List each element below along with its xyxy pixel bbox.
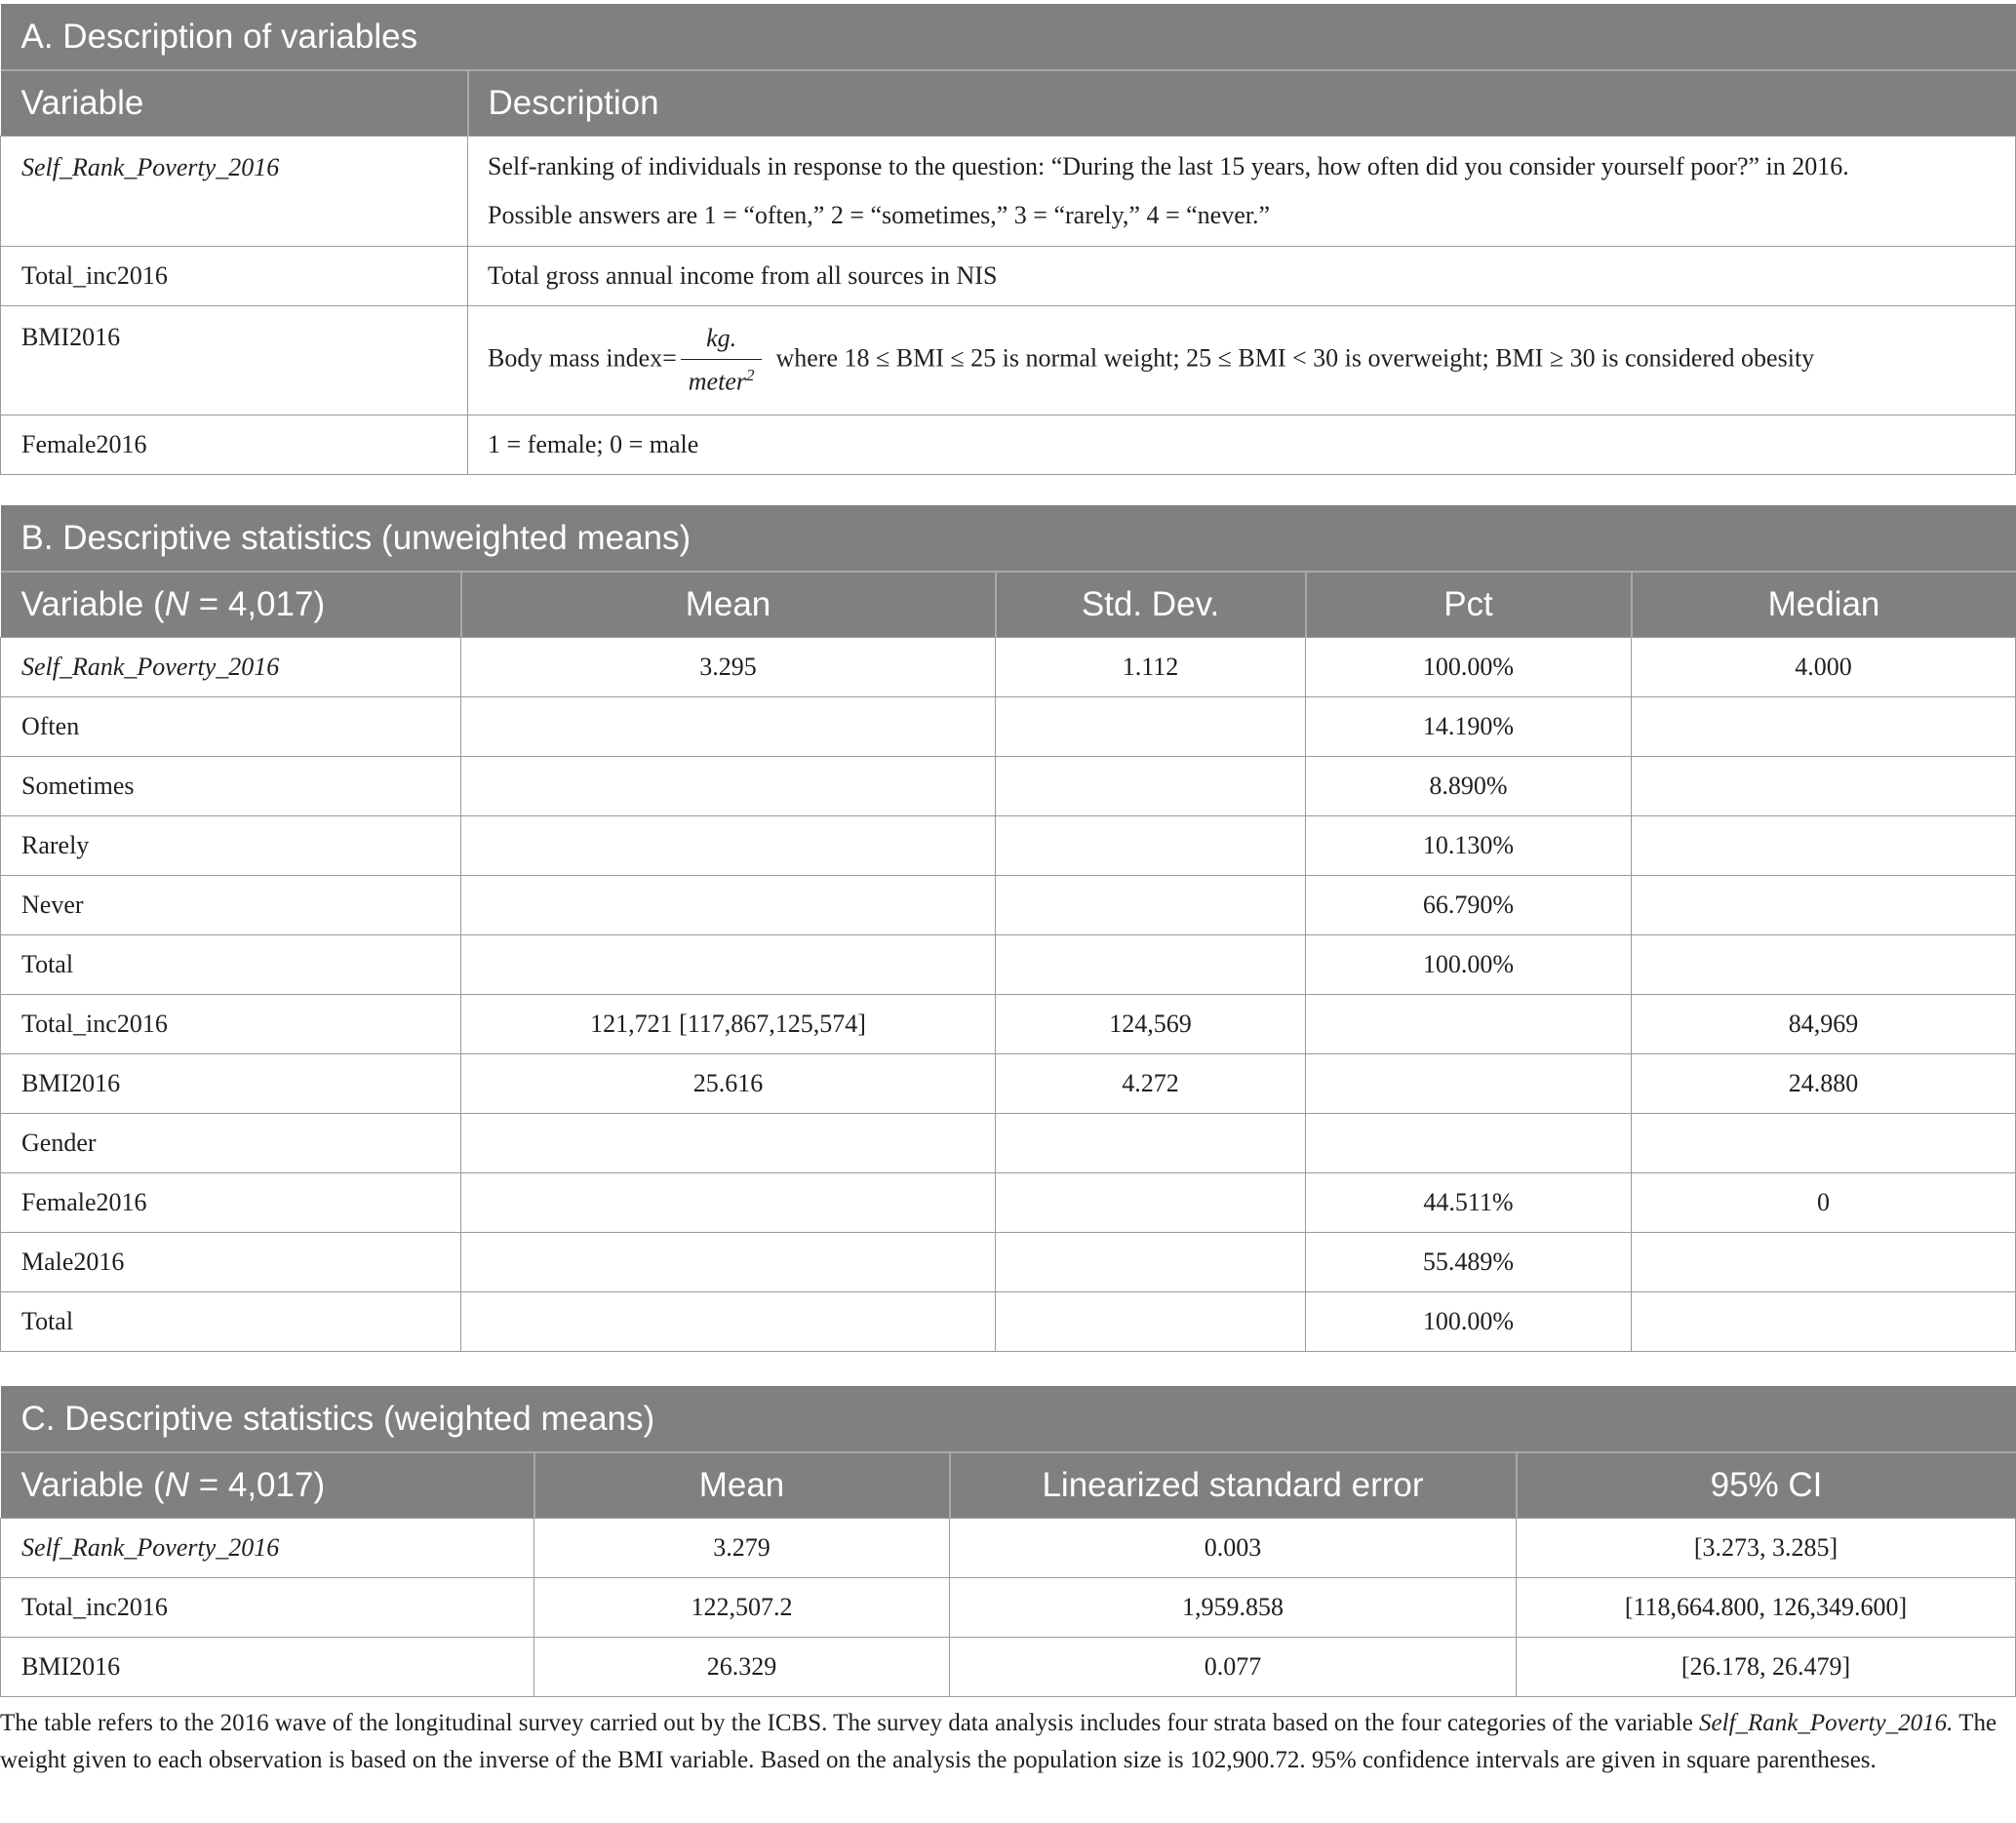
variable-description: 1 = female; 0 = male (468, 416, 2016, 475)
header-variable: Variable (1, 70, 468, 137)
cell-median (1632, 876, 2016, 935)
table-row (1, 247, 2016, 306)
cell-sd (996, 1173, 1306, 1233)
cell-median (1632, 816, 2016, 876)
variable-name: Self_Rank_Poverty_2016 (1, 137, 468, 247)
cell-pct (1306, 995, 1632, 1054)
cell-mean: 3.279 (534, 1519, 950, 1578)
cell-median (1632, 1233, 2016, 1292)
row-label: BMI2016 (1, 1638, 534, 1697)
cell-median: 4.000 (1632, 638, 2016, 697)
cell-pct: 14.190% (1306, 697, 1632, 757)
cell-sd (996, 697, 1306, 757)
cell-mean (461, 816, 996, 876)
header-variable-prefix: Variable ( (20, 585, 165, 623)
unweighted-stats-table (0, 505, 2016, 1352)
header-variable-n: N (164, 1466, 189, 1504)
cell-mean: 26.329 (534, 1638, 950, 1697)
cell-sd: 124,569 (996, 995, 1306, 1054)
section-b (0, 505, 2015, 1352)
row-label: BMI2016 (1, 1054, 461, 1114)
cell-mean: 25.616 (461, 1054, 996, 1114)
cell-median (1632, 757, 2016, 816)
exponent: 2 (745, 366, 755, 385)
cell-median: 0 (1632, 1173, 2016, 1233)
table-row (1, 816, 2016, 876)
cell-sd (996, 816, 1306, 876)
cell-mean (461, 1114, 996, 1173)
cell-ci: [3.273, 3.285] (1517, 1519, 2016, 1578)
description-line-1: Self-ranking of individuals in response to the question: “During the last 15 years, how often did you consider yourself poor?” in 2016. (488, 152, 1849, 180)
bmi-suffix: where 18 ≤ BMI ≤ 25 is normal weight; 25 ≤ BMI < 30 is overweight; BMI ≥ 30 is considered obesity (775, 343, 1815, 373)
section-a (0, 4, 2015, 475)
variable-description (468, 137, 2016, 247)
row-label: Often (1, 697, 461, 757)
variable-name: Female2016 (1, 416, 468, 475)
description-line-2: Possible answers are 1 = “often,” 2 = “sometimes,” 3 = “rarely,” 4 = “never.” (488, 201, 1271, 229)
cell-sd (996, 757, 1306, 816)
cell-se: 1,959.858 (950, 1578, 1517, 1638)
cell-mean (461, 757, 996, 816)
row-label: Gender (1, 1114, 461, 1173)
cell-sd: 4.272 (996, 1054, 1306, 1114)
variable-name: BMI2016 (1, 306, 468, 416)
header-variable (1, 572, 461, 638)
row-label: Total_inc2016 (1, 1578, 534, 1638)
table-row (1, 697, 2016, 757)
header-pct: Pct (1306, 572, 1632, 638)
cell-mean (461, 876, 996, 935)
cell-mean (461, 935, 996, 995)
row-label: Total (1, 1292, 461, 1352)
cell-sd (996, 1233, 1306, 1292)
weighted-stats-table (0, 1386, 2016, 1697)
cell-sd (996, 935, 1306, 995)
header-mean: Mean (461, 572, 996, 638)
cell-ci: [118,664.800, 126,349.600] (1517, 1578, 2016, 1638)
cell-mean (461, 1233, 996, 1292)
table-row (1, 416, 2016, 475)
cell-mean: 3.295 (461, 638, 996, 697)
section-c (0, 1386, 2015, 1697)
cell-mean (461, 1173, 996, 1233)
header-variable-suffix: = 4,017) (188, 1466, 326, 1504)
cell-median (1632, 697, 2016, 757)
table-footnote (0, 1705, 1999, 1779)
section-c-body (1, 1519, 2016, 1697)
cell-pct: 8.890% (1306, 757, 1632, 816)
row-label: Male2016 (1, 1233, 461, 1292)
table-row (1, 876, 2016, 935)
cell-pct: 55.489% (1306, 1233, 1632, 1292)
variable-description (468, 306, 2016, 416)
cell-pct: 44.511% (1306, 1173, 1632, 1233)
fraction-numerator: kg. (681, 324, 763, 360)
header-mean: Mean (534, 1452, 950, 1519)
table-row (1, 638, 2016, 697)
row-label: Never (1, 876, 461, 935)
row-label: Self_Rank_Poverty_2016 (1, 638, 461, 697)
header-variable-prefix: Variable ( (20, 1466, 165, 1504)
table-row (1, 935, 2016, 995)
header-linearized-se: Linearized standard error (950, 1452, 1517, 1519)
variable-description: Total gross annual income from all sources in NIS (468, 247, 2016, 306)
cell-pct: 100.00% (1306, 935, 1632, 995)
denominator-text: meter (688, 367, 746, 396)
section-b-body (1, 638, 2016, 1352)
footnote-part-2: The weight given to each observation is based on the inverse of the BMI variable. Based on the analysis the population size is 102,900.72. 95% confidence intervals are given in square parentheses. (0, 1710, 1997, 1773)
cell-mean: 122,507.2 (534, 1578, 950, 1638)
cell-median (1632, 1292, 2016, 1352)
table-row (1, 757, 2016, 816)
header-description: Description (468, 70, 2016, 137)
cell-mean: 121,721 [117,867,125,574] (461, 995, 996, 1054)
fraction-denominator (681, 360, 763, 397)
cell-mean (461, 697, 996, 757)
header-variable-n: N (164, 585, 189, 623)
bmi-fraction (681, 324, 763, 397)
table-row (1, 1519, 2016, 1578)
cell-sd (996, 1292, 1306, 1352)
cell-median (1632, 1114, 2016, 1173)
table-row (1, 1054, 2016, 1114)
section-a-title: A. Description of variables (1, 4, 2016, 70)
table-row (1, 1578, 2016, 1638)
cell-pct: 66.790% (1306, 876, 1632, 935)
variables-description-table (0, 4, 2016, 475)
cell-ci: [26.178, 26.479] (1517, 1638, 2016, 1697)
table-row (1, 306, 2016, 416)
cell-median (1632, 935, 2016, 995)
row-label: Sometimes (1, 757, 461, 816)
header-variable (1, 1452, 534, 1519)
row-label: Female2016 (1, 1173, 461, 1233)
cell-sd: 1.112 (996, 638, 1306, 697)
header-variable-suffix: = 4,017) (188, 585, 326, 623)
section-c-title: C. Descriptive statistics (weighted means) (1, 1386, 2016, 1452)
row-label: Rarely (1, 816, 461, 876)
row-label: Self_Rank_Poverty_2016 (1, 1519, 534, 1578)
table-row (1, 1114, 2016, 1173)
header-ci: 95% CI (1517, 1452, 2016, 1519)
header-std-dev: Std. Dev. (996, 572, 1306, 638)
cell-pct: 100.00% (1306, 638, 1632, 697)
cell-pct: 100.00% (1306, 1292, 1632, 1352)
cell-pct (1306, 1114, 1632, 1173)
header-median: Median (1632, 572, 2016, 638)
table-row (1, 1233, 2016, 1292)
row-label: Total_inc2016 (1, 995, 461, 1054)
variable-name: Total_inc2016 (1, 247, 468, 306)
table-row (1, 1173, 2016, 1233)
section-b-title: B. Descriptive statistics (unweighted means) (1, 505, 2016, 572)
cell-sd (996, 1114, 1306, 1173)
table-row (1, 1638, 2016, 1697)
cell-median: 24.880 (1632, 1054, 2016, 1114)
bmi-prefix: Body mass index= (488, 343, 677, 373)
table-row (1, 1292, 2016, 1352)
cell-pct (1306, 1054, 1632, 1114)
cell-median: 84,969 (1632, 995, 2016, 1054)
cell-pct: 10.130% (1306, 816, 1632, 876)
cell-sd (996, 876, 1306, 935)
cell-se: 0.077 (950, 1638, 1517, 1697)
table-row (1, 137, 2016, 247)
row-label: Total (1, 935, 461, 995)
cell-mean (461, 1292, 996, 1352)
cell-se: 0.003 (950, 1519, 1517, 1578)
footnote-italic: Self_Rank_Poverty_2016. (1699, 1710, 1954, 1736)
footnote-part-1: The table refers to the 2016 wave of the longitudinal survey carried out by the ICBS. The survey data analysis includes four strata based on the four categories of the variable (0, 1710, 1700, 1736)
table-row (1, 995, 2016, 1054)
